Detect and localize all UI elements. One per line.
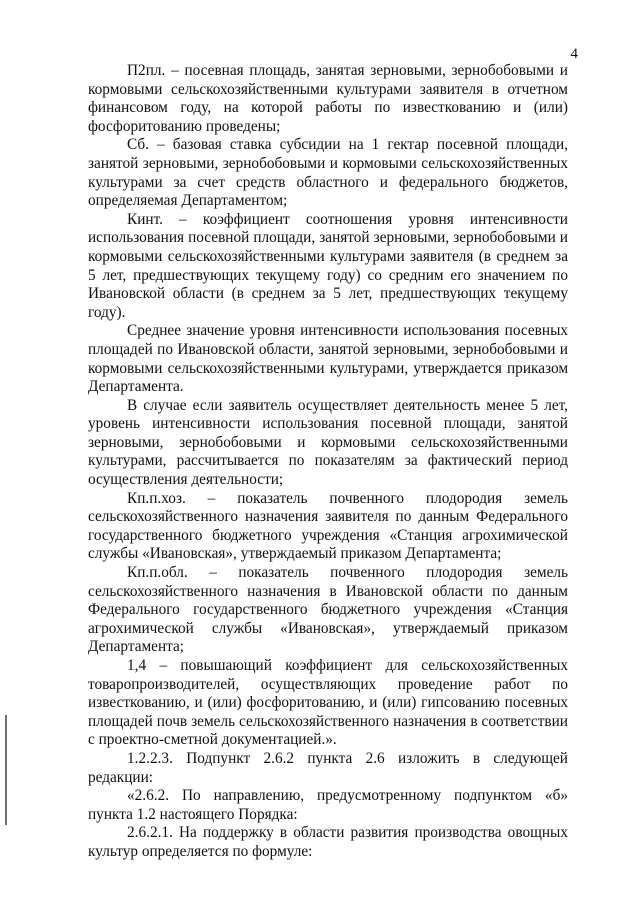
definition-coefficient-1-4: 1,4 – повышающий коэффициент для сельскохозяйственных товаропроизводителей, осуществляющих проведение работ по известкованию, и (или) фосфоритованию, и (или) гипсованию посевных площадей почв земель сельскохозяйственного назначения в соответствии с проектно-сметной документацией.». bbox=[88, 657, 568, 749]
subsection-2-6-2: «2.6.2. По направлению, предусмотренному подпунктом «б» пункта 1.2 настоящего Порядка: bbox=[88, 787, 568, 823]
average-value-note: Среднее значение уровня интенсивности использования посевных площадей по Ивановской области, занятой зерновыми, зернобобовыми и кормовыми сельскохозяйственными культурами, утверждается приказом Департамента. bbox=[88, 322, 568, 396]
short-activity-note: В случае если заявитель осуществляет деятельность менее 5 лет, уровень интенсивности использования посевной площади, занятой зерновыми, зернобобовыми и кормовыми сельскохозяйственными культурами, рассчитывается по показателям за фактический период осуществления деятельности; bbox=[88, 396, 568, 489]
definition-p2pl: П2пл. – посевная площадь, занятая зерновыми, зернобобовыми и кормовыми сельскохозяйственными культурами заявителя в отчетном финансовом году, на которой работы по известкованию и (или) фосфоритованию проведены; bbox=[88, 62, 568, 135]
margin-mark bbox=[5, 715, 7, 825]
amendment-1-2-2-3: 1.2.2.3. Подпункт 2.6.2 пункта 2.6 изложить в следующей редакции: bbox=[88, 749, 568, 786]
document-body bbox=[88, 62, 568, 862]
definition-kint: Кинт. – коэффициент соотношения уровня интенсивности использования посевной площади, занятой зерновыми, зернобобовыми и кормовыми сельскохозяйственными культурами заявителя (в среднем за 5 лет, предшествующих текущему году) со средним его значением по Ивановской области (в среднем за 5 лет, предшествующих текущему году). bbox=[88, 210, 568, 321]
definition-kpp-obl: Кп.п.обл. – показатель почвенного плодородия земель сельскохозяйственного назначения в Ивановской области по данным Федерального государственного бюджетного учреждения «Станция агрохимической службы «Ивановская», утверждаемый приказом Департамента; bbox=[88, 564, 568, 656]
definition-sb: Сб. – базовая ставка субсидии на 1 гектар посевной площади, занятой зерновыми, зернобобовыми и кормовыми сельскохозяйственных культурами за счет средств областного и федерального бюджетов, определяемая Департаментом; bbox=[88, 136, 568, 210]
definition-kpp-hoz: Кп.п.хоз. – показатель почвенного плодородия земель сельскохозяйственного назначения заявителя по данным Федерального государственного бюджетного учреждения «Станция агрохимической службы «Ивановская», утверждаемый приказом Департамента; bbox=[88, 489, 568, 563]
subsection-2-6-2-1: 2.6.2.1. На поддержку в области развития производства овощных культур определяется по формуле: bbox=[88, 824, 568, 860]
page-number: 4 bbox=[570, 46, 578, 62]
